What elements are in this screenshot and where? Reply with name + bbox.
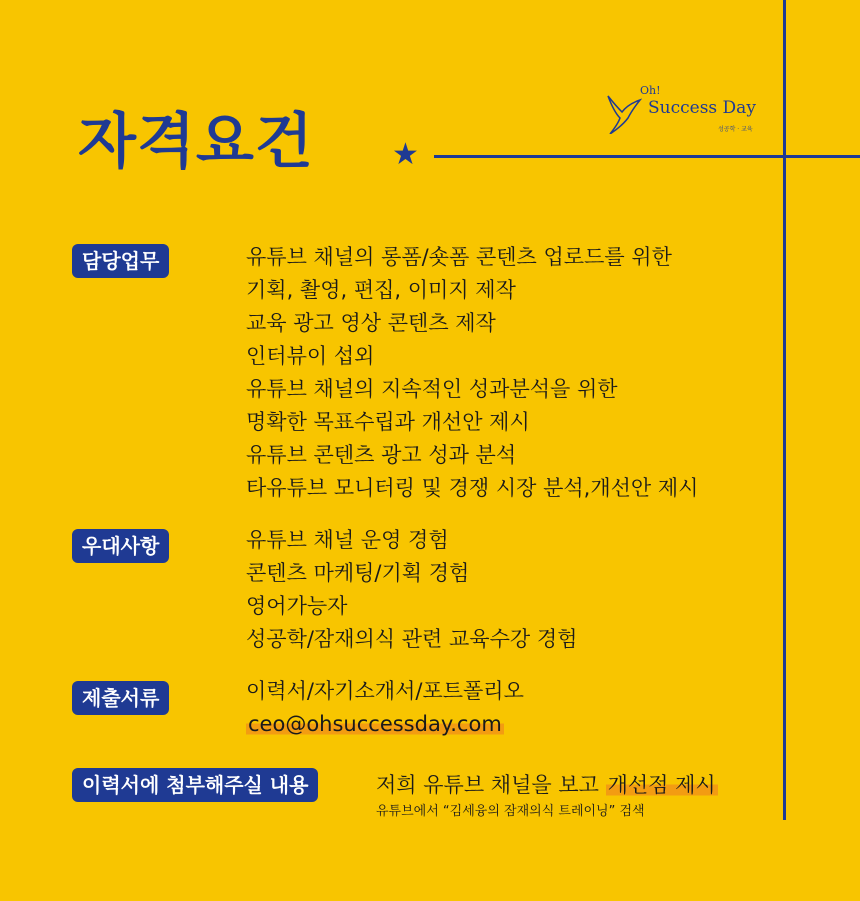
list-item: 인터뷰이 섭외: [246, 344, 375, 368]
duties-list: [246, 241, 698, 505]
list-item: 유튜브 채널의 지속적인 성과분석을 위한: [246, 377, 618, 401]
section-badge-documents: 제출서류: [72, 681, 169, 715]
list-item: 유튜브 채널 운영 경험: [246, 528, 449, 552]
email-link[interactable]: ceo@ohsuccessday.com: [248, 712, 502, 736]
documents-list: [246, 675, 524, 741]
brand-logo: [606, 84, 766, 144]
attachment-note: [376, 770, 718, 800]
note-text: 저희 유튜브 채널을 보고: [376, 773, 606, 797]
section-badge-attachment: 이력서에 첨부해주실 내용: [72, 768, 318, 802]
logo-subtitle: 성공학 · 교육: [718, 126, 753, 133]
note-highlight: 개선점 제시: [607, 773, 716, 797]
list-item: 유튜브 콘텐츠 광고 성과 분석: [246, 443, 517, 467]
list-item: 교육 광고 영상 콘텐츠 제작: [246, 311, 496, 335]
list-item: 명확한 목표수립과 개선안 제시: [246, 410, 530, 434]
vertical-divider-line: [783, 0, 786, 820]
list-item: 타유튜브 모니터링 및 경쟁 시장 분석,개선안 제시: [246, 476, 699, 500]
logo-prefix: Oh!: [640, 84, 661, 97]
list-item: 기획, 촬영, 편집, 이미지 제작: [246, 278, 516, 302]
section-badge-duties: 담당업무: [72, 244, 169, 278]
list-item: 콘텐츠 마케팅/기획 경험: [246, 561, 470, 585]
list-item: 영어가능자: [246, 594, 348, 618]
star-icon: ★: [392, 137, 419, 172]
list-item: 이력서/자기소개서/포트폴리오: [246, 679, 524, 703]
section-badge-preferred: 우대사항: [72, 529, 169, 563]
preferred-list: [246, 524, 577, 656]
list-item: 성공학/잠재의식 관련 교육수강 경험: [246, 627, 578, 651]
logo-name: Success Day: [648, 98, 756, 118]
dove-icon: [606, 90, 642, 134]
page-title: 자격요건: [78, 107, 314, 177]
horizontal-divider-line: [434, 155, 860, 158]
list-item: [246, 708, 524, 741]
list-item: 유튜브 채널의 롱폼/숏폼 콘텐츠 업로드를 위한: [246, 245, 672, 269]
attachment-subnote: 유튜브에서 “김세융의 잠재의식 트레이닝” 검색: [376, 804, 645, 819]
